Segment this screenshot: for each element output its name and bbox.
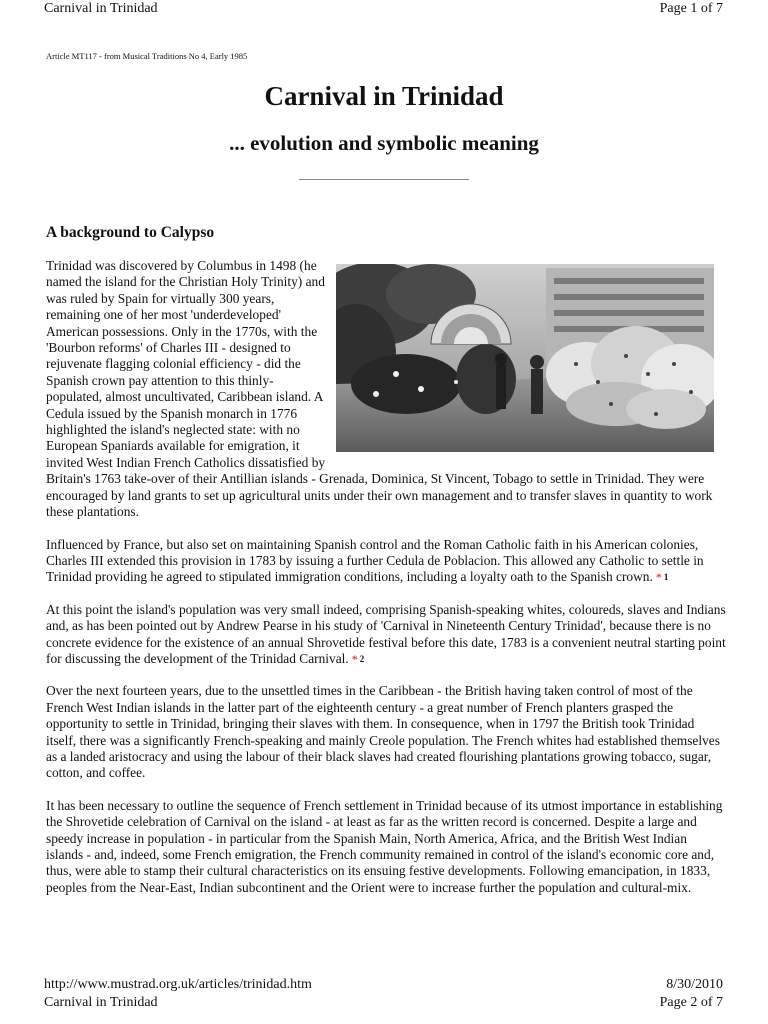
header-document-title: Carnival in Trinidad [44,1,158,16]
next-page-header-title: Carnival in Trinidad [44,995,158,1010]
paragraph-3-text: At this point the island's population was very small indeed, comprising Spanish-speaking whites, coloureds, slaves and Indians and, as has been pointed out by Andrew Pearse in his study of 'Carnival in Nineteenth Century Trinidad', because there is no concrete evidence for the existence of an annual Shrovetide festival before this date, 1783 is a convenient neutral starting point for discussing the development of the Trinidad Carnival. [46,601,726,666]
title-divider [299,179,469,180]
footnote-2-marker[interactable]: * [351,651,358,666]
paragraph-1: Trinidad was discovered by Columbus in 1498 (he named the island for the Christian Holy Trinity) and was ruled by Spain for virtually 300 years, remaining one of her most 'underdeveloped' American possessions. Only in the 1770s, with the 'Bourbon reforms' of Charles III - designed to rejuvenate flagging colonial efficiency - did the Spanish crown pay attention to this thinly-populated, almost uncultivated, Caribbean island. A Cedula issued by the Spanish monarch in 1776 highlighted the island's neglected state: with no European Spaniards available for emigration, it invited West Indian French Catholics dissatisfied by Britain's 1763 take-over of their Antillian islands - Grenada, Dominica, St Vincent, Tobago to settle in Trinidad. They were encouraged by land grants to set up agricultural units under their own management and to transfer slaves in quantity to work these plantations. [46,258,713,520]
footnote-1-number[interactable]: 1 [663,572,669,583]
carnival-parade-photo [336,264,714,452]
footnote-2-number[interactable]: 2 [359,653,365,664]
article-title: Carnival in Trinidad [264,81,504,111]
footnote-1-marker[interactable]: * [655,570,662,585]
paragraph-2-text: Influenced by France, but also set on maintaining Spanish control and the Roman Catholic faith in his American colonies, Charles III extended this provision in 1783 by issuing a further Cedula de Poblacion. This allowed any Catholic to settle in Trinidad providing he agreed to stipulated immigration conditions, including a loyalty oath to the Spanish crown. [46,536,704,585]
footer-url: http://www.mustrad.org.uk/articles/trinidad.htm [44,977,312,992]
article-subtitle: ... evolution and symbolic meaning [229,131,539,155]
paragraph-5: It has been necessary to outline the sequence of French settlement in Trinidad because of its utmost importance in establishing the Shrovetide celebration of Carnival on the island - at least as far as the written record is concerned. Despite a large and speedy increase in population - in particular from the Spanish Main, North America, Africa, and the British West Indian islands - and, indeed, some French emigration, the French community remained in control of the island's economic core and, thus, were able to stamp their cultural characteristics on its ensuing festive developments. Following emancipation, in 1833, peoples from the Near-East, Indian subcontinent and the Orient were to increase further the population and cultural-mix. [46,797,723,895]
paragraph-4: Over the next fourteen years, due to the unsettled times in the Caribbean - the British having taken control of most of the French West Indian islands in the latter part of the eighteenth century - a great number of French planters grasped the opportunity to settle in Trinidad, bringing their slaves with them. In consequence, when in 1797 the British took Trinidad itself, there was a significantly French-speaking and mainly Creole population. The French whites had established themselves as a landed aristocracy and using the labour of their black slaves had created flourishing plantations growing tobacco, sugar, cotton, and coffee. [46,683,720,781]
article-body [46,258,726,896]
paragraph-2 [46,537,726,586]
article-source-line: Article MT117 - from Musical Traditions No 4, Early 1985 [46,51,248,61]
header-page-label: Page 1 of 7 [659,1,723,16]
paragraph-3 [46,602,726,668]
section-heading: A background to Calypso [46,224,215,241]
footer-date: 8/30/2010 [666,977,723,992]
next-page-label: Page 2 of 7 [659,995,723,1010]
